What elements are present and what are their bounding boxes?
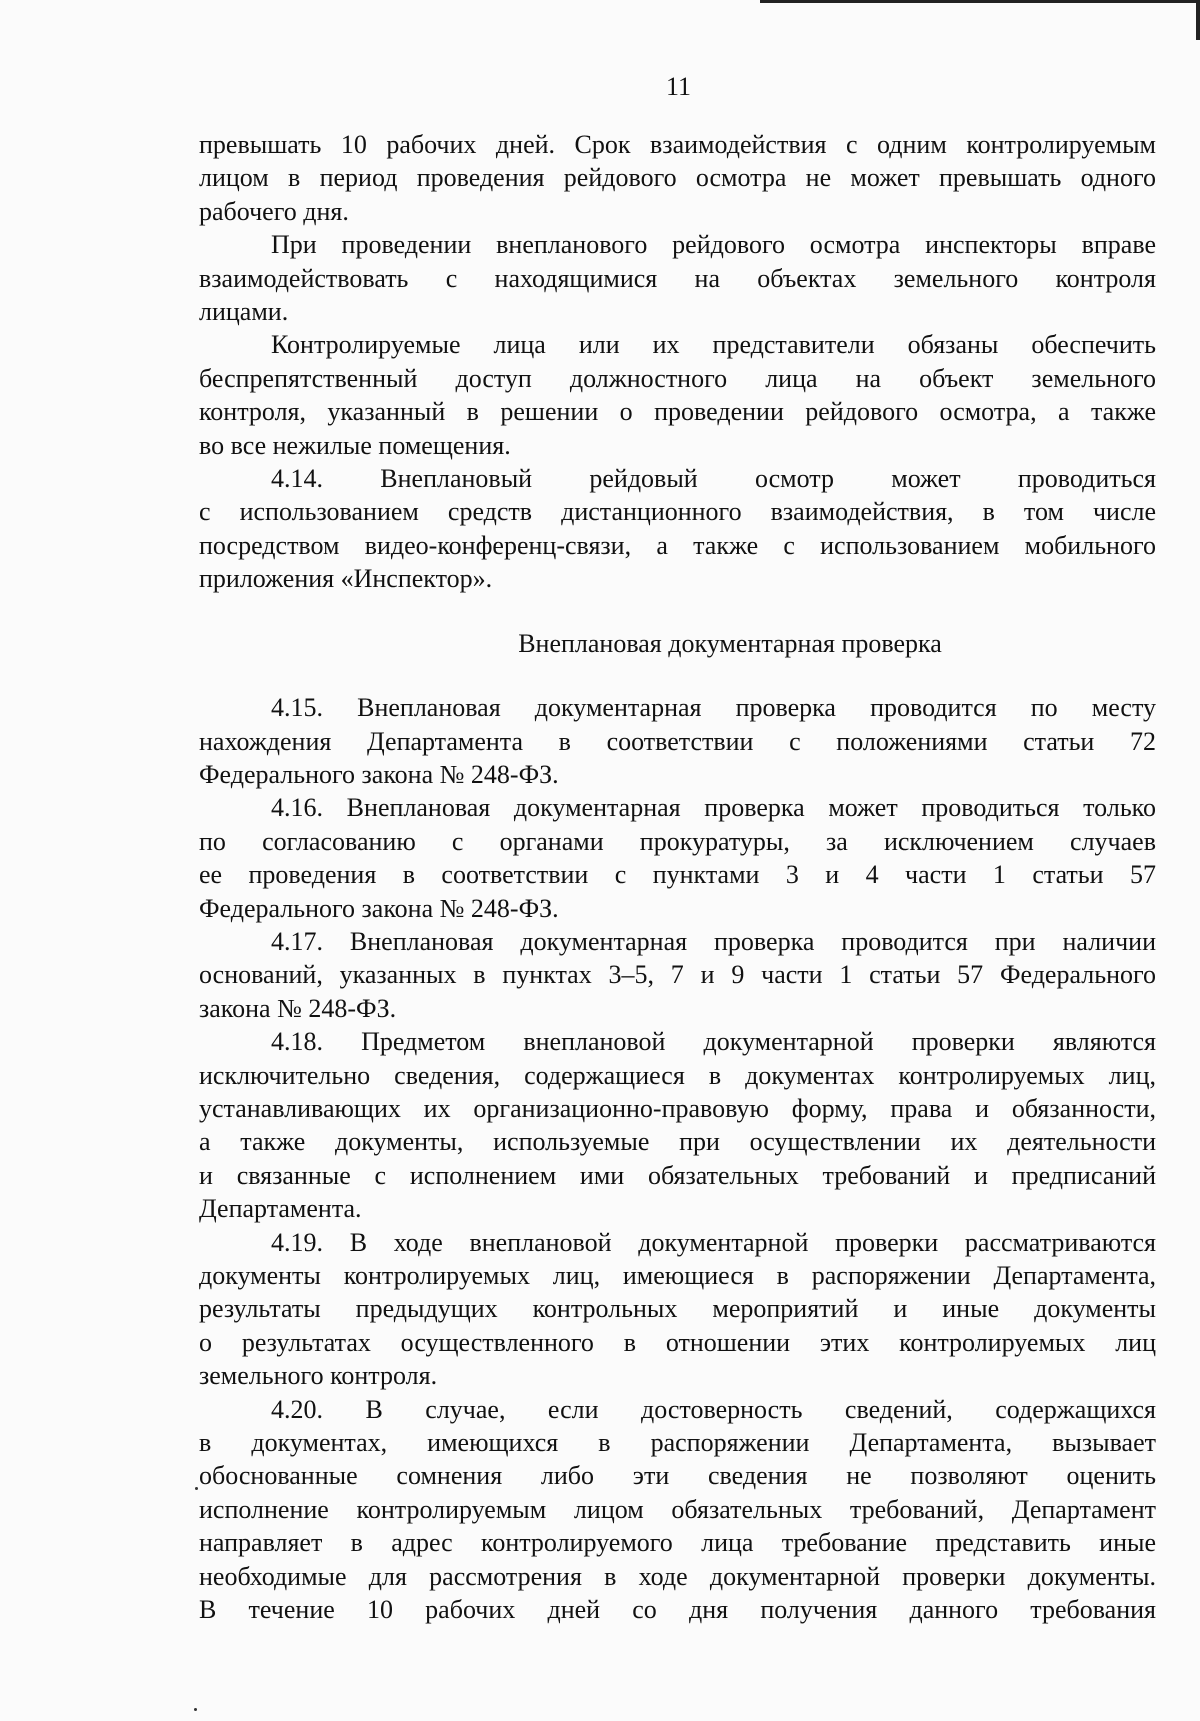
text-line: 4.19. В ходе внеплановой документарной проверки рассматриваются [271,1227,1156,1257]
text-line: по согласованию с органами прокуратуры, за исключением случаев [199,826,1156,856]
text-line: результаты предыдущих контрольных мероприятий и иные документы [199,1294,1156,1324]
text-line: Федерального закона № 248-ФЗ. [199,759,559,789]
text-line: 4.16. Внеплановая документарная проверка может проводиться только [271,793,1156,823]
text-line: лицом в период проведения рейдового осмотра не может превышать одного [199,163,1156,193]
text-line: ее проведения в соответствии с пунктами 3 и 4 части 1 статьи 57 [199,860,1156,890]
text-line: 4.18. Предметом внеплановой документарной проверки являются [271,1027,1156,1057]
scan-speck [195,1487,198,1490]
text-line: 4.14. Внеплановый рейдовый осмотр может проводиться [271,464,1156,494]
page-number: 11 [665,72,692,101]
text-line: При проведении внепланового рейдового осмотра инспекторы вправе [271,230,1156,260]
text-line: превышать 10 рабочих дней. Срок взаимодействия с одним контролируемым [199,130,1156,159]
scan-speck [194,1708,197,1711]
text-line: необходимые для рассмотрения в ходе документарной проверки документы. [199,1561,1156,1591]
text-line: устанавливающих их организационно-правовую форму, права и обязанности, [199,1093,1156,1123]
scan-edge-top [760,0,1200,3]
text-line: направляет в адрес контролируемого лица требование представить иные [199,1528,1156,1558]
text-line: документы контролируемых лиц, имеющиеся в распоряжении Департамента, [199,1261,1156,1290]
text-line: приложения «Инспектор». [199,564,493,594]
text-line: обоснованные сомнения либо эти сведения не позволяют оценить [199,1461,1156,1491]
paragraphs-before-heading [199,128,1156,596]
text-line: рабочего дня. [199,196,349,226]
text-line: беспрепятственный доступ должностного лица на объект земельного [199,363,1156,393]
text-line: Контролируемые лица или их представители обязаны обеспечить [271,330,1156,360]
paragraphs-after-heading [199,691,1156,1626]
section-heading: Внеплановая документарная проверка [518,628,942,658]
text-line: закона № 248-ФЗ. [199,993,397,1023]
text-line: В течение 10 рабочих дней со дня получения данного требования [199,1595,1156,1625]
text-line: 4.17. Внеплановая документарная проверка проводится при наличии [271,926,1156,956]
text-line: в документах, имеющихся в распоряжении Департамента, вызывает [199,1428,1156,1458]
text-line: лицами. [199,297,289,327]
text-line: Департамента. [199,1194,362,1224]
text-line: взаимодействовать с находящимися на объектах земельного контроля [199,263,1156,293]
text-line: контроля, указанный в решении о проведении рейдового осмотра, а также [199,397,1156,427]
text-line: исполнение контролируемым лицом обязательных требований, Департамент [199,1494,1156,1524]
scan-edge-right [1196,0,1200,40]
text-line: оснований, указанных в пунктах 3–5, 7 и 9 части 1 статьи 57 Федерального [199,960,1156,990]
text-line: нахождения Департамента в соответствии с положениями статьи 72 [199,726,1156,756]
text-line: 4.15. Внеплановая документарная проверка проводится по месту [271,693,1156,723]
text-line: 4.20. В случае, если достоверность сведений, содержащихся [271,1394,1156,1424]
text-line: с использованием средств дистанционного взаимодействия, в том числе [199,497,1156,527]
text-line: и связанные с исполнением ими обязательных требований и предписаний [199,1160,1156,1190]
text-line: исключительно сведения, содержащиеся в документах контролируемых лиц, [199,1060,1156,1090]
text-line: о результатах осуществленного в отношении этих контролируемых лиц [199,1327,1156,1357]
text-line: земельного контроля. [199,1361,438,1391]
document-body [199,128,1156,1626]
text-line: во все нежилые помещения. [199,430,511,460]
text-line: посредством видео-конференц-связи, а также с использованием мобильного [199,530,1156,560]
text-line: Федерального закона № 248-ФЗ. [199,893,559,923]
text-line: а также документы, используемые при осуществлении их деятельности [199,1127,1156,1157]
